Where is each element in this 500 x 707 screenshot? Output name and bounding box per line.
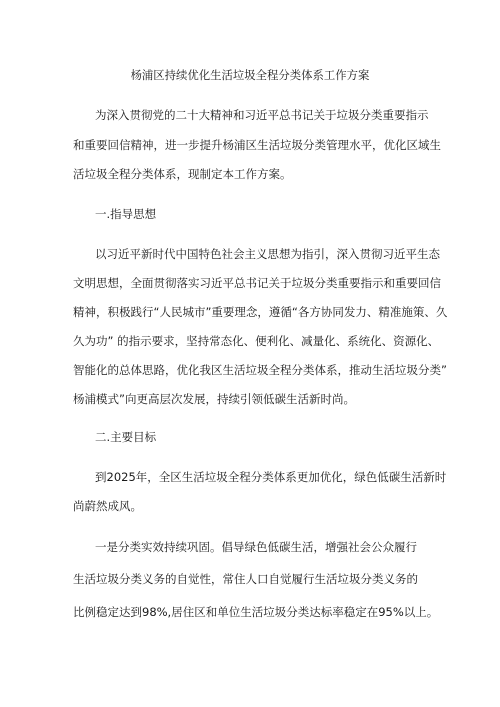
- section-1-line-2: 文明思想，全面贯彻落实习近平总书记关于垃圾分类重要指示和重要回信: [73, 276, 441, 290]
- document-title: 杨浦区持续优化生活垃圾全程分类体系工作方案: [130, 68, 370, 82]
- section-2-line-2: 尚蔚然成风。: [73, 499, 142, 513]
- section-2-item-1-line-3: 比例稳定达到98%,居住区和单位生活垃圾分类达标率稳定在95%以上。: [73, 605, 439, 619]
- section-1-line-1: 以习近平新时代中国特色社会主义思想为指引，深入贯彻习近平生态: [95, 247, 440, 261]
- section-1-line-3: 精神，积极践行“人民城市”重要理念，遵循“各方协同发力、精准施策、久: [73, 305, 448, 319]
- section-2-line-1: 到2025年，全区生活垃圾全程分类体系更加优化，绿色低碳生活新时: [95, 470, 447, 484]
- section-2-heading: 二.主要目标: [95, 430, 157, 444]
- section-2-item-1-line-2: 生活垃圾分类义务的自觉性，常住人口自觉履行生活垃圾分类义务的: [73, 572, 418, 586]
- section-1-line-5: 智能化的总体思路，优化我区生活垃圾全程分类体系，推动生活垃圾分类”: [73, 363, 447, 377]
- intro-line-3: 活垃圾全程分类体系，现制定本工作方案。: [73, 167, 292, 181]
- intro-line-2: 和重要回信精神，进一步提升杨浦区生活垃圾分类管理水平，优化区域生: [73, 138, 441, 152]
- intro-line-1: 为深入贯彻党的二十大精神和习近平总书记关于垃圾分类重要指示: [95, 108, 429, 122]
- section-1-line-6: 杨浦模式”向更高层次发展，持续引领低碳生活新时尚。: [73, 392, 355, 406]
- section-1-heading: 一.指导思想: [95, 207, 157, 221]
- section-1-line-4: 久为功” 的指示要求，坚持常态化、便利化、减量化、系统化、资源化、: [73, 334, 440, 348]
- section-2-item-1-line-1: 一是分类实效持续巩固。倡导绿色低碳生活，增强社会公众履行: [95, 540, 417, 554]
